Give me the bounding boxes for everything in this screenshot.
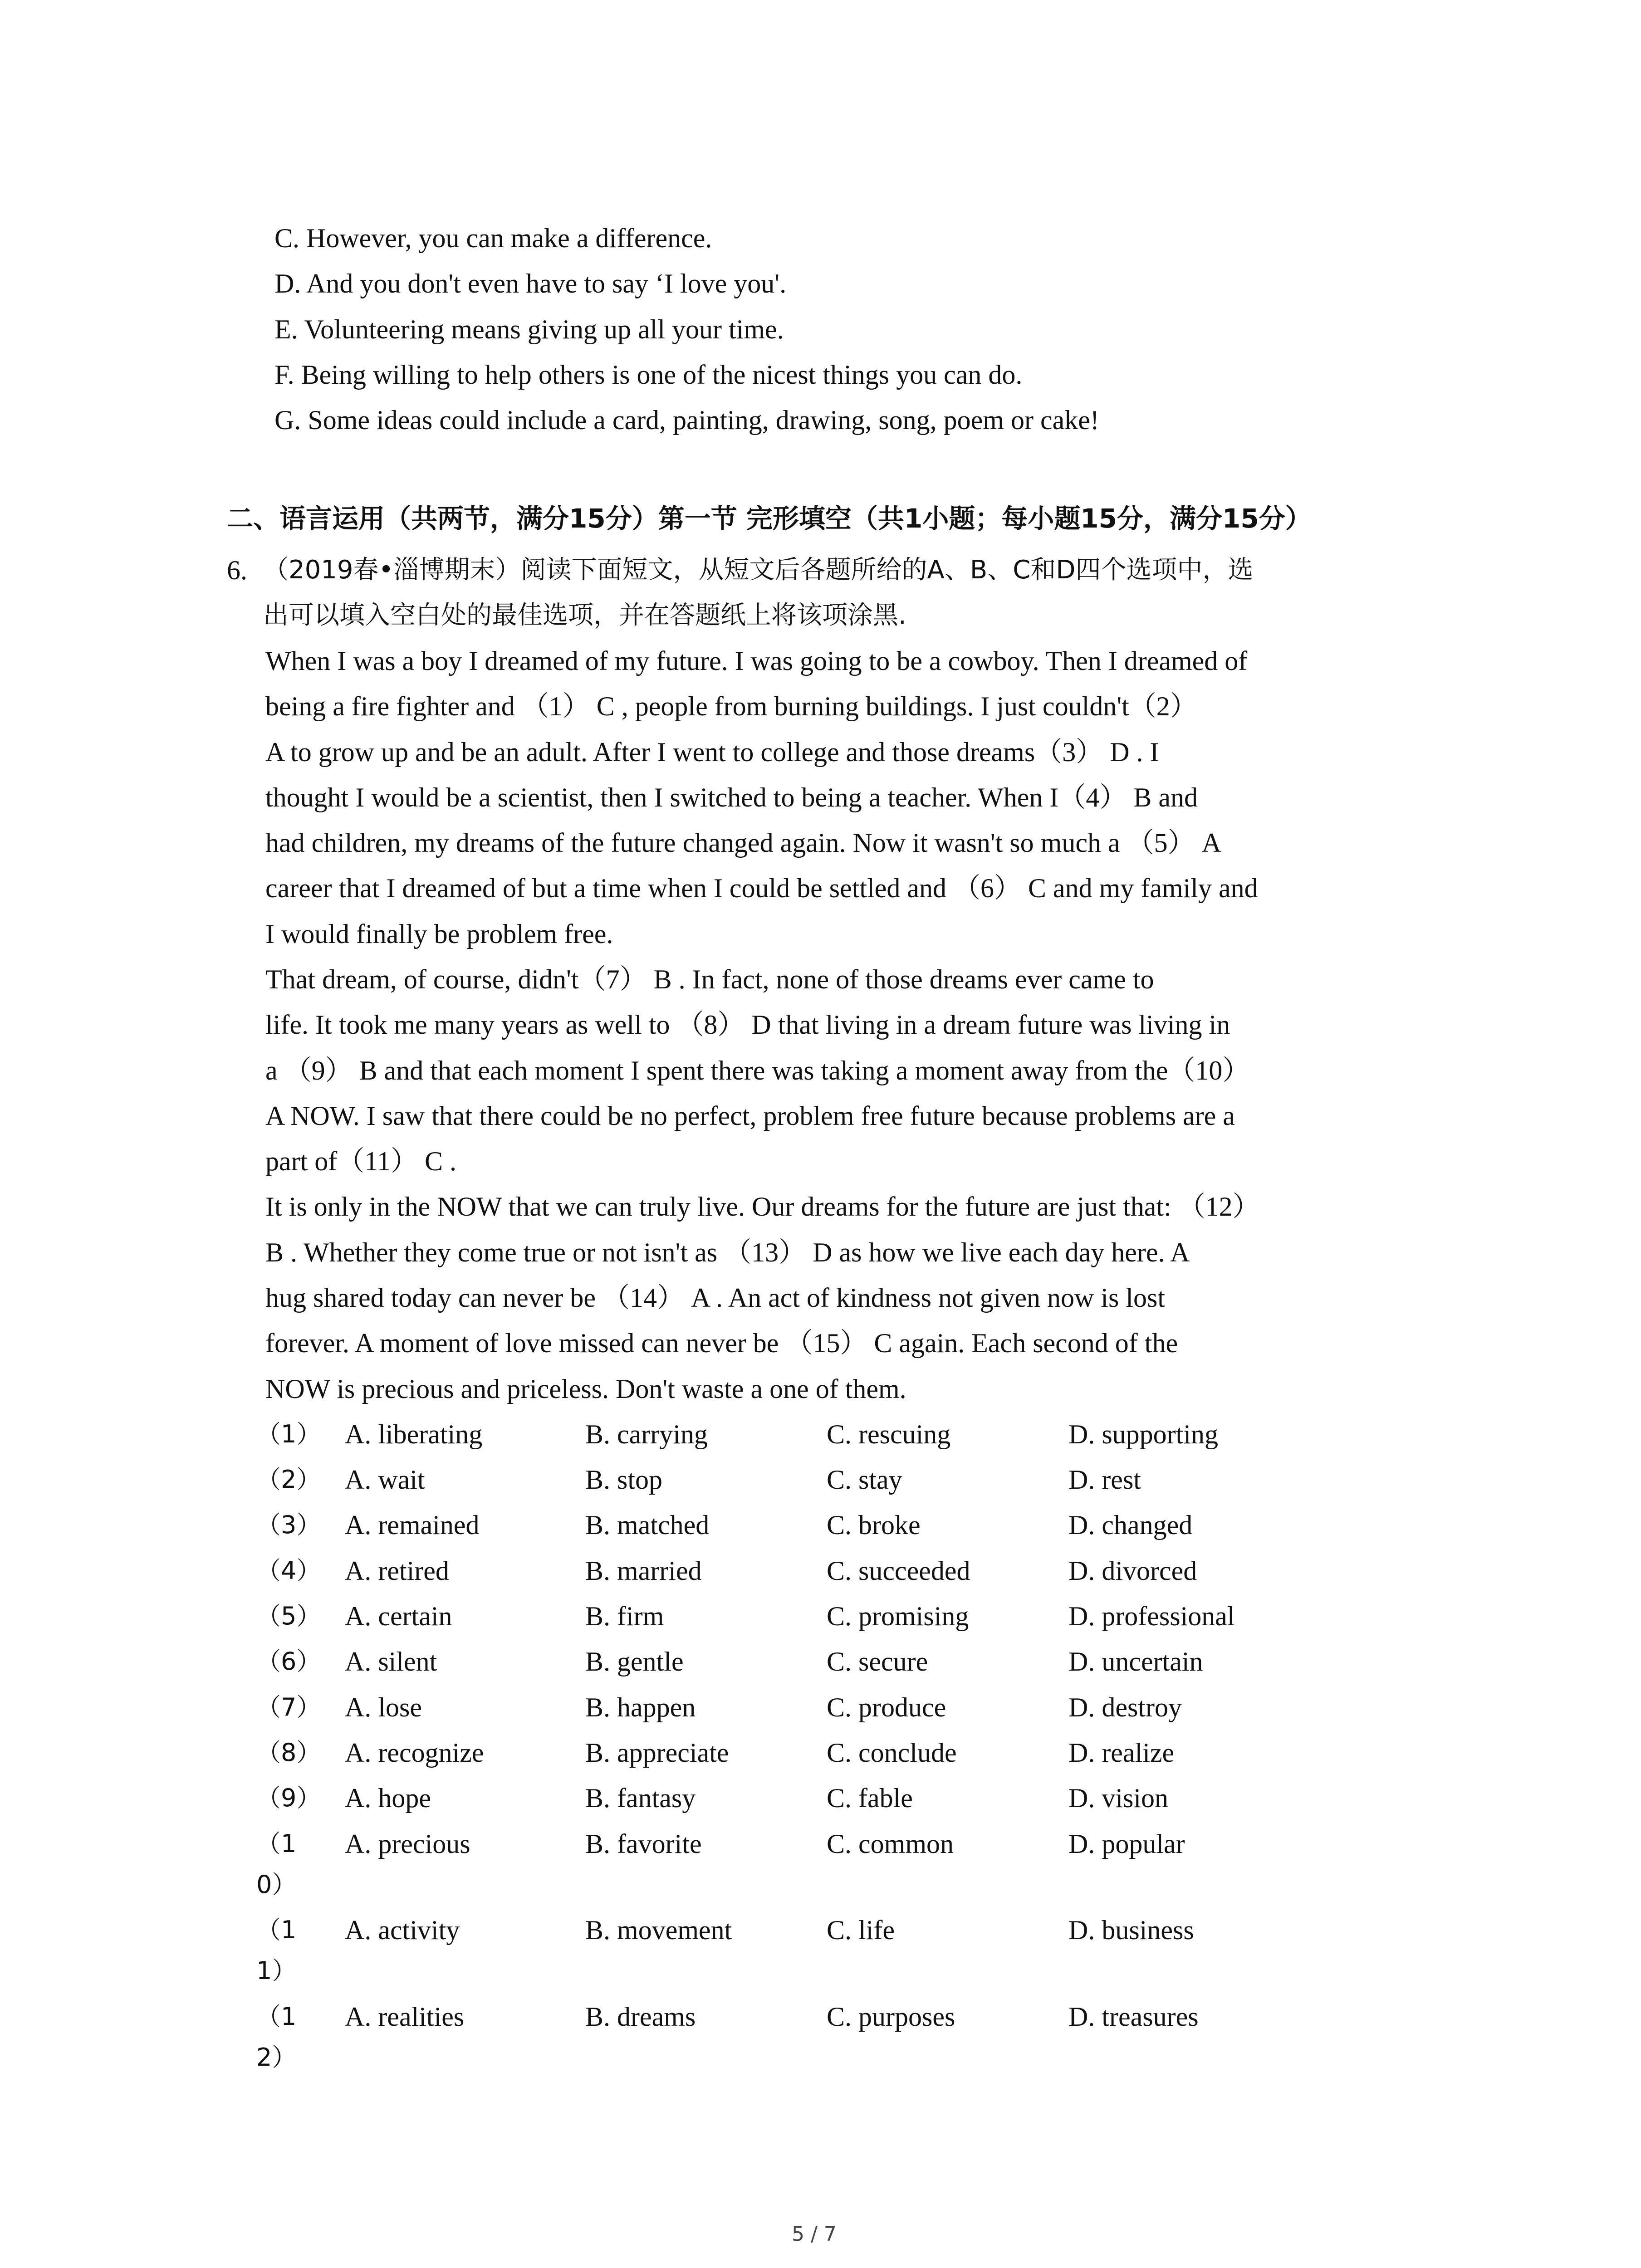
option-a: A. silent [345, 1647, 437, 1677]
option-c: C. conclude [827, 1738, 957, 1768]
option-row-11 [0, 1912, 1641, 1948]
passage-line: I would finally be problem free. [265, 919, 613, 949]
option-b: B. married [585, 1556, 702, 1586]
option-a: A. liberating [345, 1419, 483, 1449]
passage-line: B . Whether they come true or not isn't as （13） D as how we live each day here. A [265, 1237, 1190, 1267]
option-d: D. treasures [1068, 2002, 1199, 2032]
option-b: B. movement [585, 1915, 732, 1945]
passage-line: being a fire fighter and （1） C , people from burning buildings. I just couldn't（2） [265, 691, 1197, 721]
prev-option-e: E. Volunteering means giving up all your time. [274, 314, 784, 344]
option-c: C. fable [827, 1783, 913, 1813]
option-number-wrap: 0） [256, 1870, 297, 1899]
passage-line: A to grow up and be an adult. After I went to college and those dreams（3） D . I [265, 737, 1159, 767]
option-c: C. stay [827, 1465, 902, 1495]
option-b: B. stop [585, 1465, 663, 1495]
option-d: D. professional [1068, 1601, 1235, 1631]
option-b: B. appreciate [585, 1738, 729, 1768]
option-b: B. matched [585, 1510, 710, 1540]
prev-option-d: D. And you don't even have to say ‘I love you'. [274, 269, 787, 298]
option-row-5 [0, 1598, 1641, 1634]
option-b: B. dreams [585, 2002, 696, 2032]
option-row-8 [0, 1735, 1641, 1771]
option-c: C. produce [827, 1692, 946, 1722]
option-row-2 [0, 1461, 1641, 1498]
option-a: A. certain [345, 1601, 452, 1631]
option-c: C. promising [827, 1601, 969, 1631]
option-a: A. precious [345, 1829, 470, 1859]
option-number: （3） [256, 1510, 321, 1539]
option-a: A. hope [345, 1783, 431, 1813]
option-number-wrap: 2） [256, 2043, 297, 2072]
option-d: D. divorced [1068, 1556, 1197, 1586]
option-b: B. favorite [585, 1829, 702, 1859]
option-d: D. realize [1068, 1738, 1175, 1768]
option-row-12 [0, 1999, 1641, 2035]
passage-line: hug shared today can never be （14） A . An act of kindness not given now is lost [265, 1283, 1165, 1313]
prev-option-f: F. Being willing to help others is one of the nicest things you can do. [274, 360, 1023, 390]
option-c: C. broke [827, 1510, 921, 1540]
option-d: D. business [1068, 1915, 1194, 1945]
passage-line: A NOW. I saw that there could be no perfect, problem free future because problems are a [265, 1101, 1235, 1131]
option-a: A. remained [345, 1510, 480, 1540]
option-row-9 [0, 1780, 1641, 1816]
option-d: D. popular [1068, 1829, 1185, 1859]
question-intro-line1: （2019春•淄博期末）阅读下面短文，从短文后各题所给的A、B、C和D四个选项中，选 [263, 555, 1254, 585]
option-number-wrap: 1） [256, 1956, 297, 1985]
option-number: （1 [256, 2002, 297, 2031]
option-row-7 [0, 1689, 1641, 1725]
option-b: B. gentle [585, 1647, 684, 1677]
prev-option-c: C. However, you can make a difference. [274, 223, 712, 253]
option-c: C. purposes [827, 2002, 955, 2032]
page-number: 5 / 7 [792, 2223, 837, 2246]
option-number: （1 [256, 1916, 297, 1944]
option-number: （2） [256, 1465, 321, 1494]
option-number: （1 [256, 1829, 297, 1858]
passage-line: It is only in the NOW that we can truly live. Our dreams for the future are just that: （12） [265, 1192, 1260, 1222]
option-b: B. happen [585, 1692, 696, 1722]
option-b: B. firm [585, 1601, 664, 1631]
option-c: C. common [827, 1829, 954, 1859]
option-number: （9） [256, 1784, 321, 1812]
option-d: D. rest [1068, 1465, 1141, 1495]
option-row-6 [0, 1643, 1641, 1680]
option-d: D. uncertain [1068, 1647, 1203, 1677]
option-row-3 [0, 1507, 1641, 1543]
option-row-1 [0, 1416, 1641, 1452]
passage-line: a （9） B and that each moment I spent there was taking a moment away from the（10） [265, 1056, 1250, 1085]
passage-line: part of（11） C . [265, 1146, 457, 1176]
option-d: D. changed [1068, 1510, 1193, 1540]
option-number: （1） [256, 1420, 321, 1448]
passage-line: forever. A moment of love missed can never be （15） C again. Each second of the [265, 1328, 1178, 1358]
option-b: B. fantasy [585, 1783, 696, 1813]
passage-line: thought I would be a scientist, then I switched to being a teacher. When I（4） B and [265, 782, 1198, 812]
question-intro-line2: 出可以填入空白处的最佳选项，并在答题纸上将该项涂黑. [263, 601, 906, 630]
passage-line: When I was a boy I dreamed of my future. I was going to be a cowboy. Then I dreamed of [265, 646, 1248, 676]
option-c: C. rescuing [827, 1419, 951, 1449]
option-number: （7） [256, 1693, 321, 1721]
passage-line: life. It took me many years as well to （8） D that living in a dream future was living in [265, 1010, 1230, 1040]
option-number: （5） [256, 1602, 321, 1630]
option-a: A. retired [345, 1556, 449, 1586]
option-c: C. secure [827, 1647, 928, 1677]
option-d: D. vision [1068, 1783, 1169, 1813]
option-c: C. life [827, 1915, 895, 1945]
passage-line: That dream, of course, didn't（7） B . In fact, none of those dreams ever came to [265, 964, 1154, 994]
option-number: （6） [256, 1647, 321, 1676]
option-number: （4） [256, 1556, 321, 1585]
option-b: B. carrying [585, 1419, 708, 1449]
option-d: D. supporting [1068, 1419, 1218, 1449]
section-heading: 二、语言运用（共两节，满分15分）第一节 完形填空（共1小题；每小题15分，满分15分） [227, 503, 1312, 534]
passage-line: career that I dreamed of but a time when I could be settled and （6） C and my family and [265, 873, 1258, 903]
prev-option-g: G. Some ideas could include a card, painting, drawing, song, poem or cake! [274, 405, 1099, 435]
option-a: A. recognize [345, 1738, 484, 1768]
passage-line: had children, my dreams of the future changed again. Now it wasn't so much a （5） A [265, 828, 1221, 858]
option-row-10 [0, 1826, 1641, 1862]
question-number: 6. [227, 555, 247, 585]
option-number: （8） [256, 1738, 321, 1767]
option-a: A. lose [345, 1692, 422, 1722]
option-row-4 [0, 1553, 1641, 1589]
option-a: A. activity [345, 1915, 460, 1945]
option-a: A. realities [345, 2002, 465, 2032]
option-c: C. succeeded [827, 1556, 970, 1586]
option-d: D. destroy [1068, 1692, 1182, 1722]
passage-line: NOW is precious and priceless. Don't waste a one of them. [265, 1374, 906, 1404]
option-a: A. wait [345, 1465, 425, 1495]
